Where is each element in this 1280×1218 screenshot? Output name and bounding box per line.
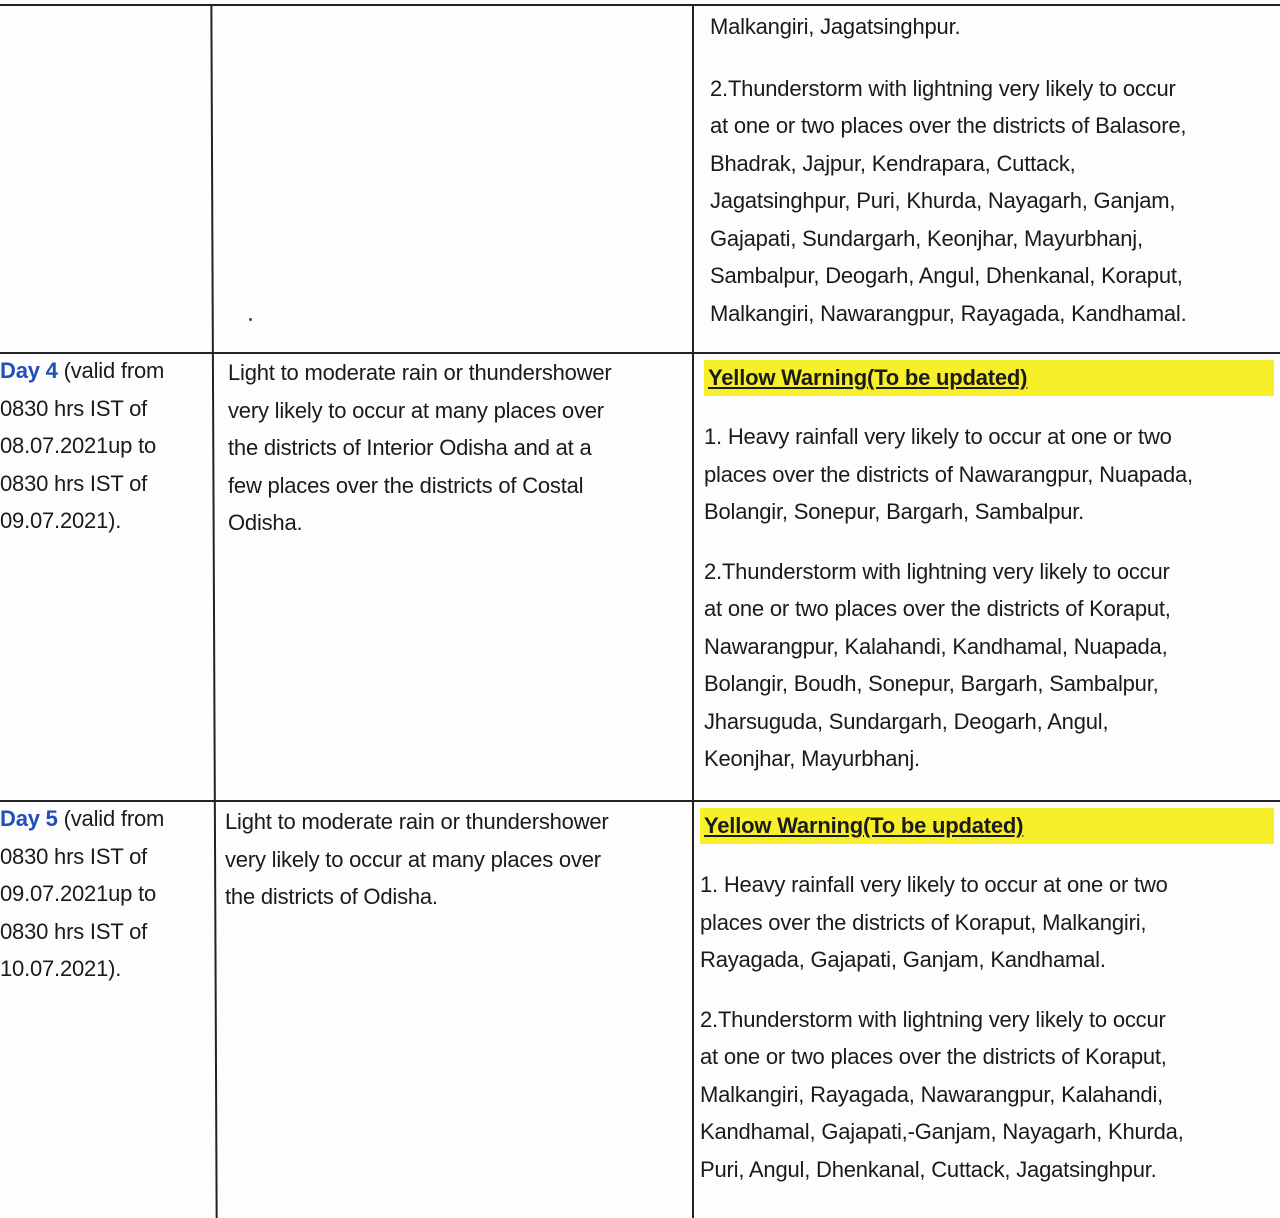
day4-heavy-rainfall-item: 1. Heavy rainfall very likely to occur at one or two places over the districts of Nawarangpur, Nuapada, Bolangir, Sonepur, Bargarh, Sambalpur. xyxy=(704,424,1193,524)
day5-thunderstorm-item: 2.Thunderstorm with lightning very likely to occur at one or two places over the districts of Koraput, Malkangiri, Rayagada, Nawarangpur, Kalahandi, Kandhamal, Gajapati,-Ganjam, Nayagarh, Khurda, Puri, Angul, Dhenkanal, Cuttack, Jagatsinghpur. xyxy=(700,1006,1184,1182)
day4-warning-cell xyxy=(704,360,1274,778)
day5-forecast-cell: Light to moderate rain or thundershower very likely to occur at many places over the districts of Odisha. xyxy=(225,809,609,909)
stray-mark xyxy=(249,318,252,321)
top-row-warning-cell xyxy=(710,8,1270,332)
day4-validity-cell: Day 4 (valid from 0830 hrs IST of 08.07.2021up to 0830 hrs IST of 09.07.2021). xyxy=(0,358,165,533)
day5-warning-cell xyxy=(700,808,1274,1188)
column-divider-2 xyxy=(692,4,694,1218)
day5-validity-cell: Day 5 (valid from 0830 hrs IST of 09.07.2021up to 0830 hrs IST of 10.07.2021). xyxy=(0,806,165,981)
day5-label: Day 5 xyxy=(0,806,58,831)
prev-line: Malkangiri, Jagatsinghpur. xyxy=(710,14,961,39)
day4-forecast-cell: Light to moderate rain or thundershower very likely to occur at many places over the districts of Interior Odisha and at a few places over the districts of Costal Odisha. xyxy=(228,360,612,535)
column-divider-1 xyxy=(210,4,217,1218)
table-top-border xyxy=(0,4,1280,6)
day5-warning-banner xyxy=(700,808,1274,844)
day5-warning-title: Yellow Warning(To be updated) xyxy=(704,813,1024,838)
day4-warning-title: Yellow Warning(To be updated) xyxy=(708,365,1028,390)
day4-label: Day 4 xyxy=(0,358,58,383)
day4-warning-banner xyxy=(704,360,1274,396)
thunderstorm-item: 2.Thunderstorm with lightning very likely to occur at one or two places over the districts of Balasore, Bhadrak, Jajpur, Kendrapara, Cuttack, Jagatsinghpur, Puri, Khurda, Nayagarh, Ganjam, Gajapati, Sundargarh, Keonjhar, Mayurbhanj, Sambalpur, Deogarh, Angul, Dhenkanal, Koraput, Malkangiri, Nawarangpur, Rayagada, Kandhamal. xyxy=(710,75,1187,326)
day5-heavy-rainfall-item: 1. Heavy rainfall very likely to occur at one or two places over the districts of Koraput, Malkangiri, Rayagada, Gajapati, Ganjam, Kandhamal. xyxy=(700,872,1168,972)
day4-thunderstorm-item: 2.Thunderstorm with lightning very likely to occur at one or two places over the districts of Koraput, Nawarangpur, Kalahandi, Kandhamal, Nuapada, Bolangir, Boudh, Sonepur, Bargarh, Sambalpur, Jharsuguda, Sundargarh, Deogarh, Angul, Keonjhar, Mayurbhanj. xyxy=(704,558,1171,771)
